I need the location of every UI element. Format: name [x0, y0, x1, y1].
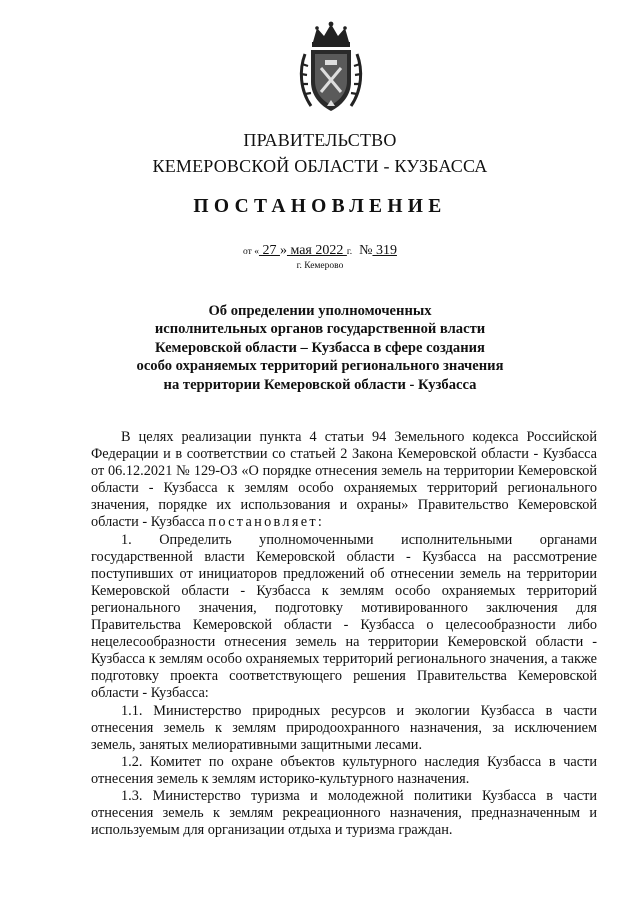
date-month-year: мая 2022	[286, 243, 347, 258]
date-year-suffix: г.	[346, 247, 353, 257]
kuzbass-coat-of-arms-icon	[297, 20, 365, 116]
intro-text: В целях реализации пункта 4 статьи 94 Земельного кодекса Российской Федерации и в соответствии со статьей 2 Закона Кемеровской области - Кузбасса от 06.12.2021 № 129-ОЗ «О порядке отнесения земель на территории Кемеровской области - Кузбасса к землям особо охраняемых территорий регионального значения, порядке их использования и охраны» Правительство Кемеровской области - Кузбасса	[91, 429, 597, 531]
org-name-line1: ПРАВИТЕЛЬСТВО	[243, 130, 397, 150]
number-sign: №	[359, 243, 373, 258]
date-prefix: от «	[243, 247, 259, 257]
document-number: 319	[372, 243, 397, 258]
title-line: исполнительных органов государственной власти	[154, 321, 486, 338]
item-1-2: 1.2. Комитет по охране объектов культурного наследия Кузбасса в части отнесения земель к землям историко-культурного назначения.	[91, 753, 597, 787]
item-1-1: 1.1. Министерство природных ресурсов и экологии Кузбасса в части отнесения земель к землям природоохранного назначения, за исключением земель, занятых мелиоративными защитными лесами.	[91, 702, 597, 753]
title-line: Об определении уполномоченных	[208, 303, 432, 319]
date-line	[0, 243, 640, 259]
date-close-quote: »	[279, 243, 287, 258]
document-body	[91, 429, 597, 839]
org-name-line2: КЕМЕРОВСКОЙ ОБЛАСТИ - КУЗБАССА	[152, 156, 488, 176]
title-line: Кемеровской области – Кузбасса в сфере создания	[155, 339, 485, 356]
intro-paragraph	[91, 429, 597, 532]
resolves-word: постановляет:	[208, 514, 325, 531]
item-1-3: 1.3. Министерство туризма и молодежной политики Кузбасса в части отнесения земель к землям рекреационного назначения, предназначенным и используемым для организации отдыха и туризма граждан.	[91, 787, 597, 839]
document-type-heading: ПОСТАНОВЛЕНИЕ	[193, 196, 447, 217]
item-1: 1. Определить уполномоченными исполнительными органами государственной власти Кемеровской области - Кузбасса на рассмотрение поступивших от инициаторов предложений об отнесении земель на территории Кемеровской области - Кузбасса к землям особо охраняемых территорий регионального значения, подготовку мотивированного заключения для Правительства Кемеровской области - Кузбасса о целесообразности либо нецелесообразности отнесения земель на территории Кемеровской области - Кузбасса к землям особо охраняемых территорий регионального значения, а также подготовку проекта соответствующего решения Правительства Кемеровской области - Кузбасса:	[91, 531, 597, 702]
document-title	[120, 302, 520, 394]
date-day: 27	[258, 243, 280, 258]
title-line: на территории Кемеровской области - Кузбасса	[163, 376, 477, 393]
place-of-issue: г. Кемерово	[296, 261, 344, 271]
title-line: особо охраняемых территорий регионального значения	[136, 358, 504, 375]
